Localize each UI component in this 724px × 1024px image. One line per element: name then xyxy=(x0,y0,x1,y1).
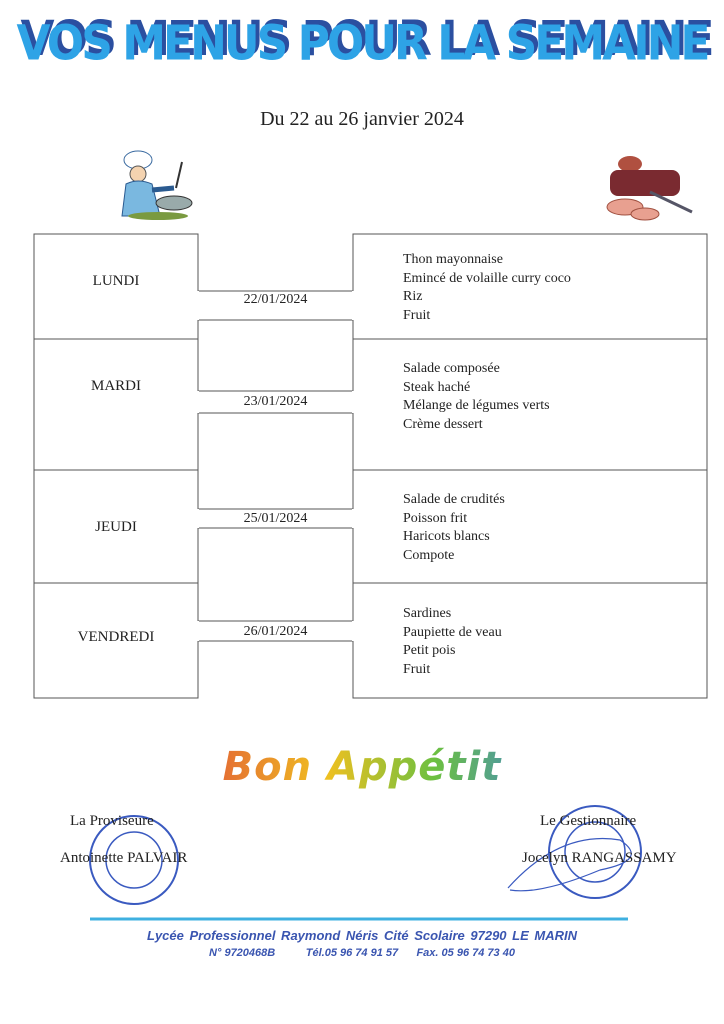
date-label: 25/01/2024 xyxy=(243,511,308,526)
menu-item: Emincé de volaille curry coco xyxy=(403,270,571,286)
menu-item: Thon mayonnaise xyxy=(403,252,503,267)
menu-list xyxy=(403,491,505,565)
menu-list xyxy=(403,251,571,325)
menu-item: Petit pois xyxy=(403,643,456,659)
date-label: 26/01/2024 xyxy=(243,624,308,639)
day-label: JEUDI xyxy=(95,519,137,535)
menu-item: Haricots blancs xyxy=(403,529,490,545)
menu-item: Riz xyxy=(403,289,423,305)
right-signatory-name: Jocelyn RANGASSAMY xyxy=(522,850,677,866)
menu-item: Paupiette de veau xyxy=(403,624,502,640)
menu-list xyxy=(403,605,502,679)
bon-appetit-banner: Bon Appétit xyxy=(0,744,724,790)
menu-item: Fruit xyxy=(403,307,431,323)
date-label: 22/01/2024 xyxy=(243,292,308,307)
menu-list xyxy=(403,360,550,434)
menu-item: Mélange de légumes verts xyxy=(403,398,550,414)
menu-item: Crème dessert xyxy=(403,416,483,432)
footer-contact: N° 9720468B Tél.05 96 74 91 57 Fax. 05 96 74 73 40 xyxy=(209,947,515,959)
day-label: VENDREDI xyxy=(77,629,155,645)
page-title: VOS MENUS POUR LA SEMAINE xyxy=(16,15,708,72)
right-signatory-role: Le Gestionnaire xyxy=(540,813,637,829)
left-signatory-role: La Proviseure xyxy=(70,813,154,829)
week-range: Du 22 au 26 janvier 2024 xyxy=(260,108,464,130)
footer-address: Lycée Professionnel Raymond Néris Cité Scolaire 97290 LE MARIN xyxy=(147,928,577,943)
menu-item: Poisson frit xyxy=(403,510,468,526)
menu-item: Salade de crudités xyxy=(403,492,505,507)
menu-item: Salade composée xyxy=(403,361,500,376)
date-label: 23/01/2024 xyxy=(243,394,308,409)
day-label: LUNDI xyxy=(92,273,140,289)
menu-item: Compote xyxy=(403,547,455,563)
left-signatory-name: Antoinette PALVAIR xyxy=(60,850,188,866)
menu-item: Sardines xyxy=(403,606,452,621)
day-label: MARDI xyxy=(90,378,141,394)
menu-item: Fruit xyxy=(403,661,431,677)
menu-item: Steak haché xyxy=(403,379,471,395)
